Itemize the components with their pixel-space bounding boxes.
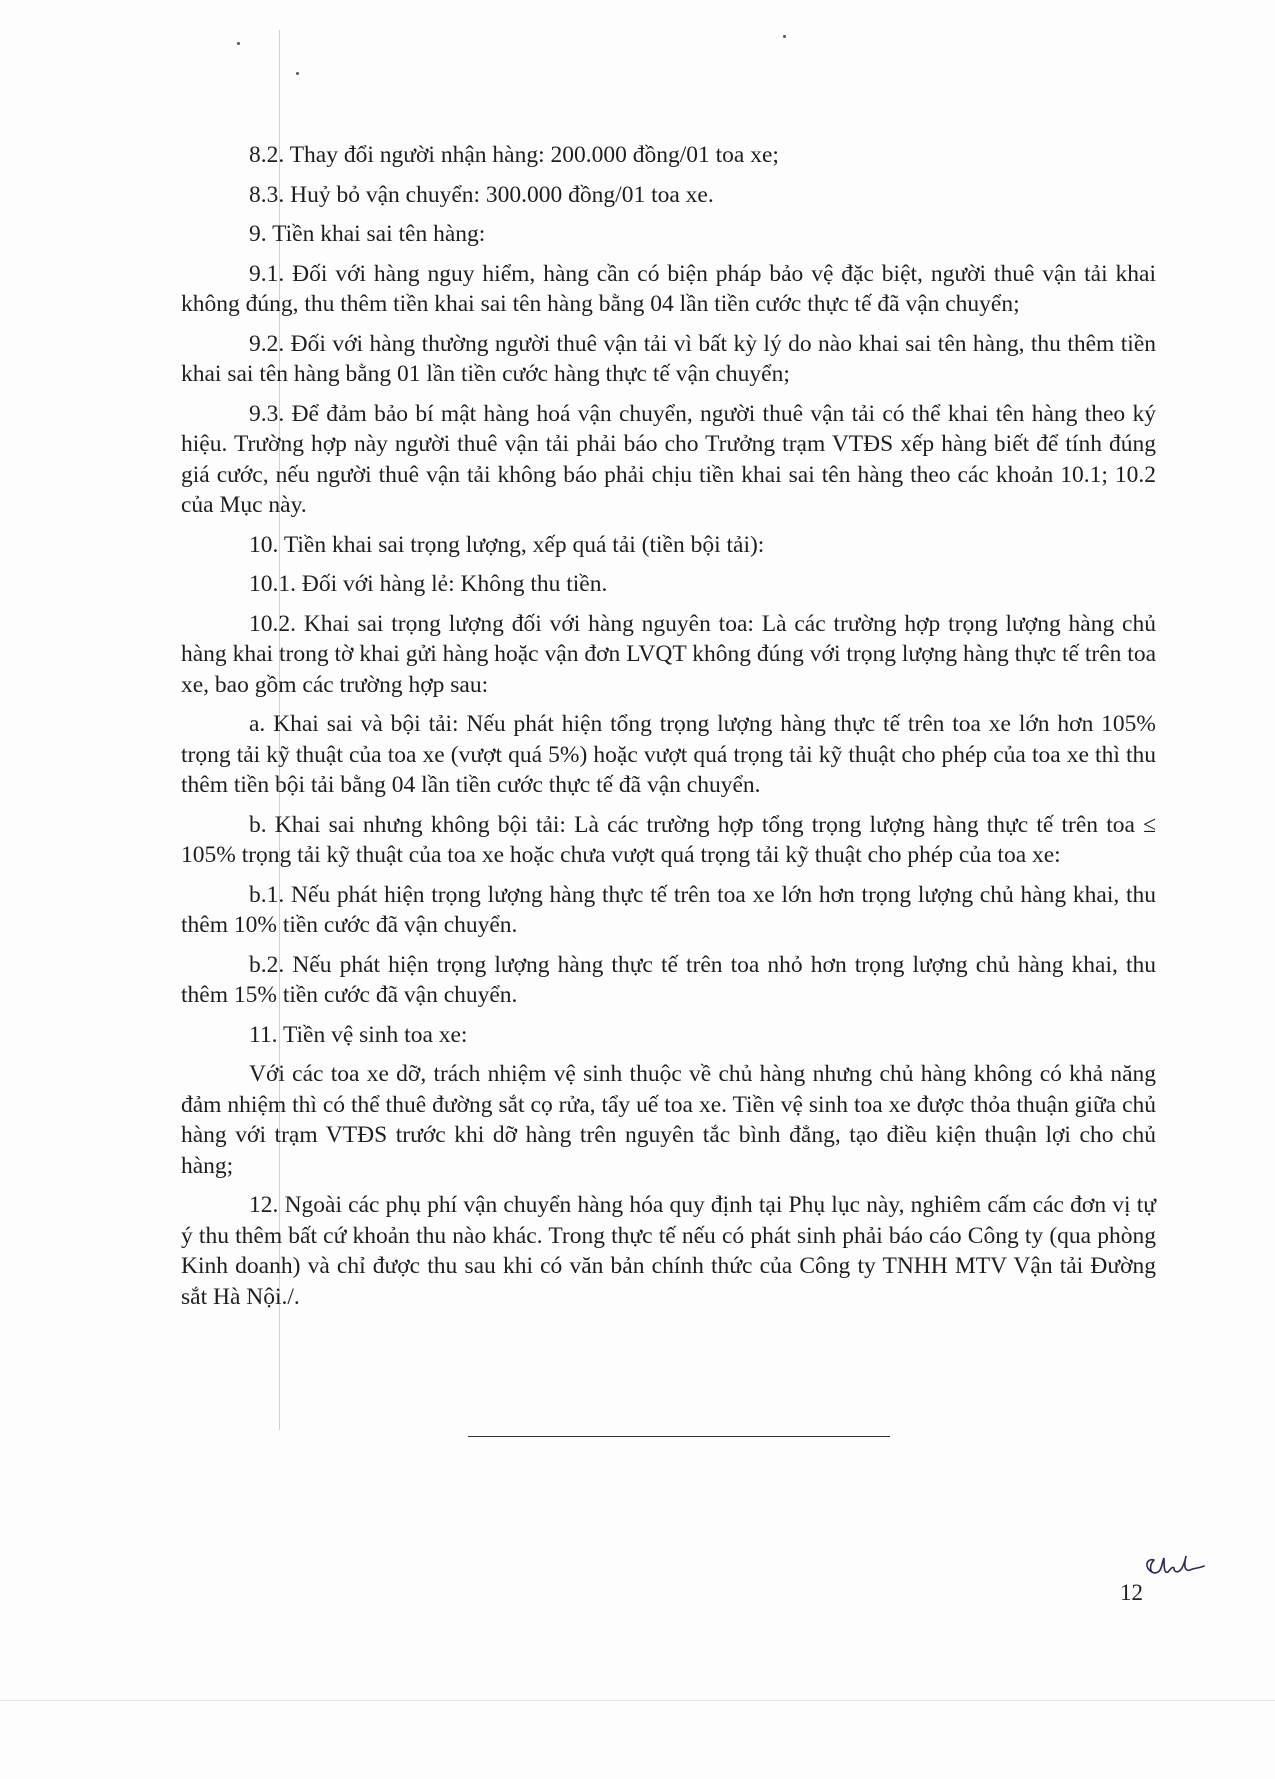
paragraph-10-1: 10.1. Đối với hàng lẻ: Không thu tiền.	[249, 571, 608, 597]
end-separator-line	[468, 1436, 890, 1437]
handwritten-initials-icon	[1138, 1550, 1208, 1590]
paragraph-12: 12. Ngoài các phụ phí vận chuyển hàng hóa quy định tại Phụ lục này, nghiêm cấm các đơn vị tự ý thu thêm bất cứ khoản thu nào khác. Trong thực tế nếu có phát sinh phải báo cáo Công ty (qua phòng Kinh doanh) và chỉ được thu sau khi có văn bản chính thức của Công ty TNHH MTV Vận tải Đường sắt Hà Nội./.	[181, 1192, 1156, 1310]
paragraph-10-2: 10.2. Khai sai trọng lượng đối với hàng nguyên toa: Là các trường hợp trọng lượng hàng chủ hàng khai trong tờ khai gửi hàng hoặc vận đơn LVQT không đúng với trọng lượng hàng thực tế trên toa xe, bao gồm các trường hợp sau:	[181, 610, 1156, 698]
paragraph-8-3: 8.3. Huỷ bỏ vận chuyển: 300.000 đồng/01 toa xe.	[249, 181, 714, 208]
paragraph-8-2: 8.2. Thay đổi người nhận hàng: 200.000 đồng/01 toa xe;	[249, 142, 779, 168]
paragraph-b: b. Khai sai nhưng không bội tải: Là các trường hợp tổng trọng lượng hàng thực tế trên toa ≤ 105% trọng tải kỹ thuật của toa xe hoặc chưa vượt quá trọng tải kỹ thuật cho phép của toa xe:	[181, 811, 1156, 868]
paragraph-9-3: 9.3. Để đảm bảo bí mật hàng hoá vận chuyển, người thuê vận tải có thể khai tên hàng theo ký hiệu. Trường hợp này người thuê vận tải phải báo cho Trưởng trạm VTĐS xếp hàng biết để tính đúng giá cước, nếu người thuê vận tải không báo phải chịu tiền khai sai tên hàng theo các khoản 10.1; 10.2 của Mục này.	[181, 400, 1156, 518]
paragraph-9-1: 9.1. Đối với hàng nguy hiểm, hàng cần có biện pháp bảo vệ đặc biệt, người thuê vận tải khai không đúng, thu thêm tiền khai sai tên hàng bằng 04 lần tiền cước thực tế đã vận chuyển;	[181, 260, 1156, 317]
paragraph-9-2: 9.2. Đối với hàng thường người thuê vận tải vì bất kỳ lý do nào khai sai tên hàng, thu thêm tiền khai sai tên hàng bằng 01 lần tiền cước hàng thực tế vận chuyển;	[181, 330, 1156, 387]
paragraph-a: a. Khai sai và bội tải: Nếu phát hiện tổng trọng lượng hàng thực tế trên toa xe lớn hơn 105% trọng tải kỹ thuật của toa xe (vượt quá 5%) hoặc vượt quá trọng tải kỹ thuật cho phép của toa xe thì thu thêm tiền bội tải bằng 04 lần tiền cước thực tế đã vận chuyển.	[181, 711, 1156, 798]
heading-10: 10. Tiền khai sai trọng lượng, xếp quá tải (tiền bội tải):	[249, 531, 765, 558]
heading-11: 11. Tiền vệ sinh toa xe:	[249, 1021, 468, 1048]
scan-bottom-edge	[0, 1700, 1275, 1701]
document-body	[181, 140, 1156, 1321]
paragraph-11-body: Với các toa xe dỡ, trách nhiệm vệ sinh thuộc về chủ hàng nhưng chủ hàng không có khả năng đảm nhiệm thì có thể thuê đường sắt cọ rửa, tẩy uế toa xe. Tiền vệ sinh toa xe được thỏa thuận giữa chủ hàng với trạm VTĐS trước khi dỡ hàng trên nguyên tắc bình đẳng, tạo điều kiện thuận lợi cho chủ hàng;	[181, 1061, 1156, 1179]
scan-speck	[296, 72, 299, 75]
paragraph-b-2: b.2. Nếu phát hiện trọng lượng hàng thực tế trên toa nhỏ hơn trọng lượng chủ hàng khai, thu thêm 15% tiền cước đã vận chuyển.	[181, 951, 1156, 1008]
heading-9: 9. Tiền khai sai tên hàng:	[249, 221, 486, 247]
page-number: 12	[1120, 1580, 1143, 1605]
scan-speck	[237, 42, 240, 45]
scan-speck	[783, 35, 786, 38]
paragraph-b-1: b.1. Nếu phát hiện trọng lượng hàng thực tế trên toa xe lớn hơn trọng lượng chủ hàng khai, thu thêm 10% tiền cước đã vận chuyển.	[181, 881, 1156, 938]
